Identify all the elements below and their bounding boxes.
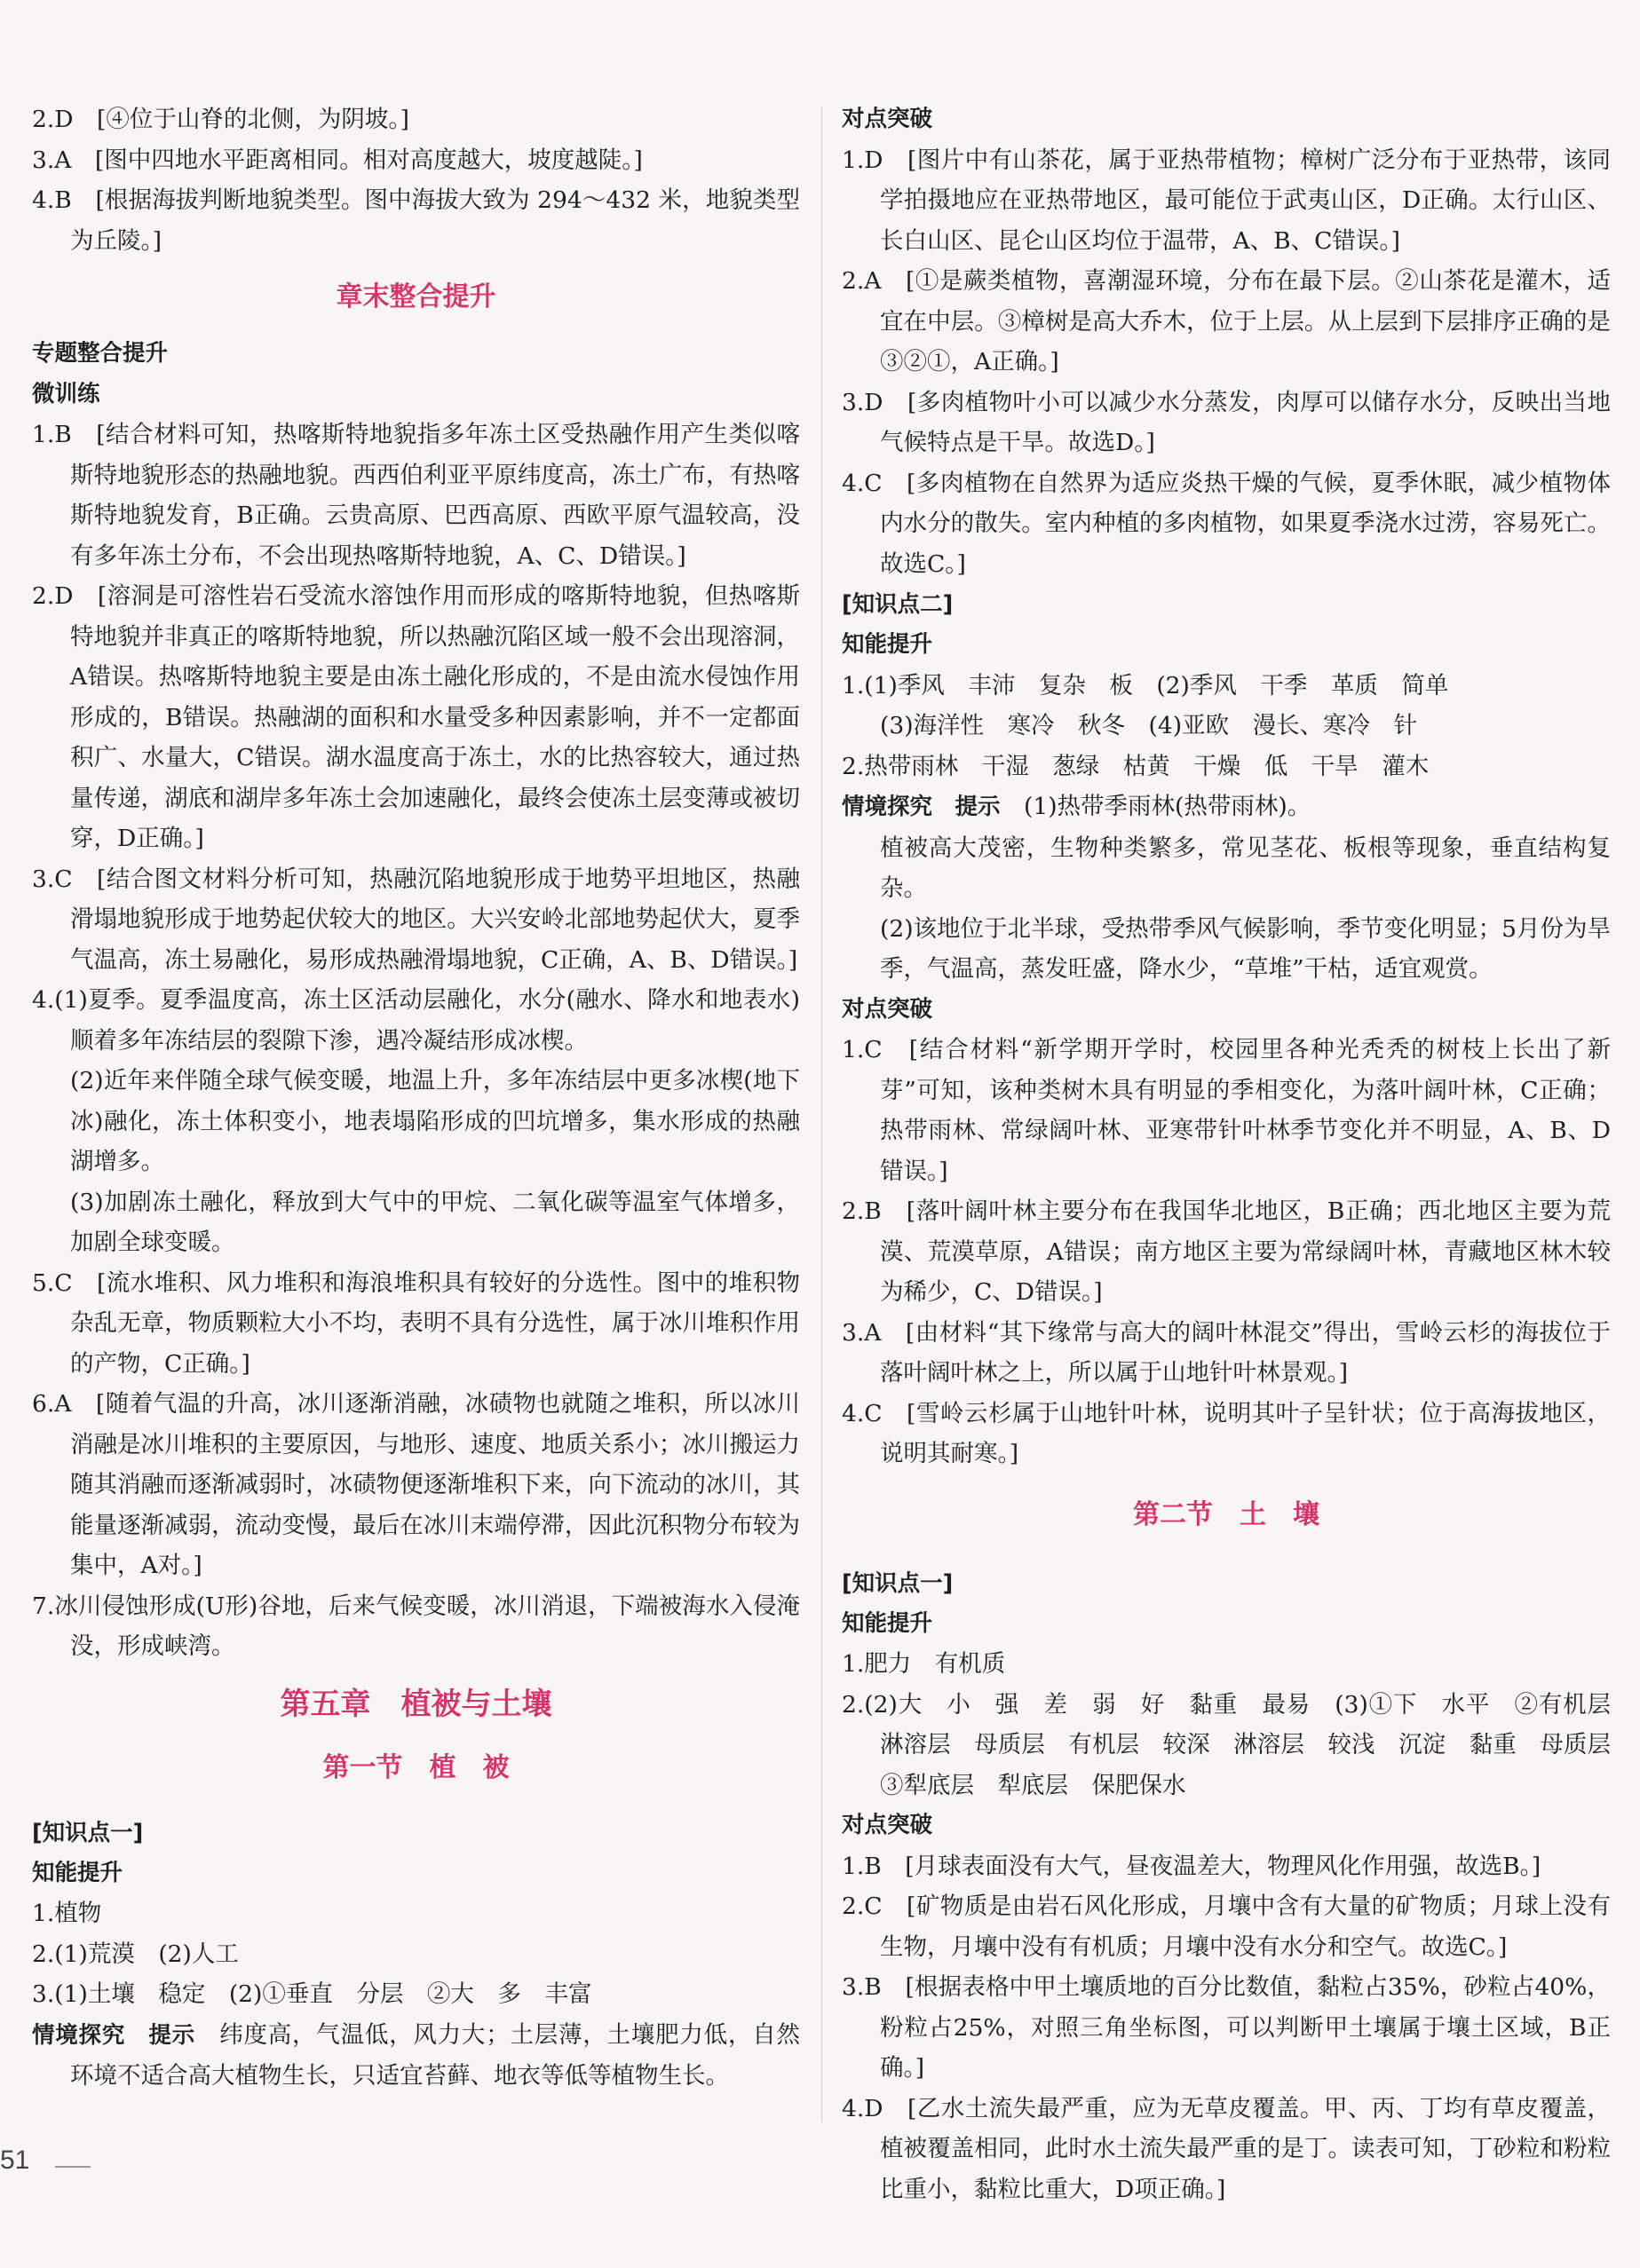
answer-item: 2.C [矿物质是由岩石风化形成，月壤中含有大量的矿物质；月球上没有生物，月壤中没有有机质；月壤中没有水分和空气。故选C。] (842, 1893, 1611, 1961)
subheading: 对点突破 (842, 106, 933, 132)
answer-item: 1.C [结合材料“新学期开学时，校园里各种光秃秃的树枝上长出了新芽”可知，该种类树木具有明显的季相变化，为落叶阔叶林，C正确；热带雨林、常绿阔叶林、亚寒带针叶林季节变化并不明显，A、B、D错误。] (842, 1036, 1611, 1185)
answer-line: 1.肥力 有机质 (842, 1650, 1006, 1678)
column-divider (821, 107, 822, 2122)
answer-item: 7.冰川侵蚀形成(U形)谷地，后来气候变暖，冰川消退，下端被海水入侵淹没，形成峡湾。 (32, 1592, 800, 1660)
answer-item: 4.B [根据海拔判断地貌类型。图中海拔大致为 294～432 米，地貌类型为丘陵。] (32, 186, 800, 255)
subheading: 微训练 (32, 380, 100, 407)
subheading: 知能提升 (842, 1609, 933, 1637)
explore-line: 植被高大茂密，生物种类繁多，常见茎花、板根等现象，垂直结构复杂。 (880, 834, 1611, 902)
answer-line: 2.热带雨林 干湿 葱绿 枯黄 干燥 低 干旱 灌木 (842, 752, 1430, 780)
section-title: 章末整合提升 (336, 281, 496, 312)
subheading: 知能提升 (842, 631, 933, 658)
answer-line: 1.(1)季风 丰沛 复杂 板 (2)季风 干季 革质 简单 (842, 671, 1449, 699)
explore-lead: 情境探究 提示 (32, 2021, 195, 2049)
answer-item: 2.D [④位于山脊的北侧，为阴坡。] (32, 106, 409, 133)
answer-line: (3)海洋性 寒冷 秋冬 (4)亚欧 漫长、寒冷 针 (880, 712, 1418, 739)
footer-rule (55, 2166, 91, 2168)
section-title: 第二节 土 壤 (1133, 1498, 1319, 1530)
answer-subitem: (3)加剧冻土融化，释放到大气中的甲烷、二氧化碳等温室气体增多，加剧全球变暖。 (70, 1188, 800, 1256)
right-column (842, 99, 1635, 2209)
page-number: 51 (0, 2146, 30, 2175)
explore-text: (1)热带季雨林(热带雨林)。 (1000, 793, 1311, 820)
knowledge-point-label: [知识点一] (842, 1569, 954, 1597)
answer-item: 3.A [由材料“其下缘常与高大的阔叶林混交”得出，雪岭云杉的海拔位于落叶阔叶林之上，所以属于山地针叶林景观。] (842, 1318, 1611, 1387)
answer-line: 1.植物 (32, 1900, 102, 1927)
answer-item: 3.D [多肉植物叶小可以减少水分蒸发，肉厚可以储存水分，反映出当地气候特点是干旱。故选D。] (842, 388, 1611, 456)
answer-item: 3.B [根据表格中甲土壤质地的百分比数值，黏粒占35%，砂粒占40%，粉粒占25%，对照三角坐标图，可以判断甲土壤属于壤土区域，B正确。] (842, 1973, 1611, 2082)
knowledge-point-label: [知识点二] (842, 591, 954, 618)
answer-item: 2.B [落叶阔叶林主要分布在我国华北地区，B正确；西北地区主要为荒漠、荒漠草原，A错误；南方地区主要为常绿阔叶林，青藏地区林木较为稀少，C、D错误。] (842, 1197, 1611, 1306)
answer-item: 1.D [图片中有山茶花，属于亚热带植物；樟树广泛分布于亚热带，该同学拍摄地应在亚热带地区，最可能位于武夷山区，D正确。太行山区、长白山区、昆仑山区均位于温带，A、B、C错误。] (842, 146, 1611, 255)
answer-item: 2.D [溶洞是可溶性岩石受流水溶蚀作用而形成的喀斯特地貌，但热喀斯特地貌并非真正的喀斯特地貌，所以热融沉陷区域一般不会出现溶洞，A错误。热喀斯特地貌主要是由冻土融化形成的，不是由流水侵蚀作用形成的，B错误。热融湖的面积和水量受多种因素影响，并不一定都面积广、水量大，C错误。湖水温度高于冻土，水的比热容较大，通过热量传递，湖底和湖岸多年冻土会加速融化，最终会使冻土层变薄或被切穿，D正确。] (32, 582, 800, 852)
answer-line: 2.(2)大 小 强 差 弱 好 黏重 最易 (3)①下 水平 ②有机层 淋溶层 母质层 有机层 较深 淋溶层 较浅 沉淀 黏重 母质层 ③犁底层 犁底层 保肥保水 (842, 1690, 1635, 1799)
explore-paragraph (842, 786, 1611, 828)
answer-item: 1.B [结合材料可知，热喀斯特地貌指多年冻土区受热融作用产生类似喀斯特地貌形态的热融地貌。西西伯利亚平原纬度高，冻土广布，有热喀斯特地貌发育，B正确。云贵高原、巴西高原、西欧平原气温较高，没有多年冻土分布，不会出现热喀斯特地貌，A、C、D错误。] (32, 421, 800, 570)
chapter-title: 第五章 植被与土壤 (280, 1686, 552, 1722)
answer-item: 2.A [①是蕨类植物，喜潮湿环境，分布在最下层。②山茶花是灌木，适宜在中层。③樟树是高大乔木，位于上层。从上层到下层排序正确的是③②①，A正确。] (842, 267, 1611, 375)
answer-item: 5.C [流水堆积、风力堆积和海浪堆积具有较好的分选性。图中的堆积物杂乱无章，物质颗粒大小不均，表明不具有分选性，属于冰川堆积作用的产物，C正确。] (32, 1268, 800, 1378)
answer-item: 3.A [图中四地水平距离相同。相对高度越大，坡度越陡。] (32, 146, 643, 174)
answer-item: 4.(1)夏季。夏季温度高，冻土区活动层融化，水分(融水、降水和地表水)顺着多年冻结层的裂隙下渗，遇冷凝结形成冰楔。 (32, 986, 800, 1055)
answer-line: 3.(1)土壤 稳定 (2)①垂直 分层 ②大 多 丰富 (32, 1980, 592, 2008)
answer-item: 6.A [随着气温的升高，冰川逐渐消融，冰碛物也就随之堆积，所以冰川消融是冰川堆积的主要原因，与地形、速度、地质关系小；冰川搬运力随其消融而逐渐减弱时，冰碛物便逐渐堆积下来，向下流动的冰川，其能量逐渐减弱，流动变慢，最后在冰川末端停滞，因此沉积物分布较为集中，A对。] (32, 1390, 800, 1579)
left-column (32, 99, 800, 2097)
subheading: 知能提升 (32, 1859, 123, 1886)
section-title: 第一节 植 被 (322, 1751, 510, 1783)
subheading: 对点突破 (842, 1812, 933, 1838)
explore-text: 纬度高，气温低，风力大；土层薄，土壤肥力低，自然环境不适合高大植物生长，只适宜苔藓、地衣等低等植物生长。 (70, 2020, 800, 2090)
answer-subitem: (2)近年来伴随全球气候变暖，地温上升，多年冻结层中更多冰楔(地下冰)融化，冻土体积变小，地表塌陷形成的凹坑增多，集水形成的热融湖增多。 (70, 1067, 800, 1175)
subheading: 专题整合提升 (32, 340, 169, 367)
subheading: 对点突破 (842, 995, 933, 1023)
answer-item: 3.C [结合图文材料分析可知，热融沉陷地貌形成于地势平坦地区，热融滑塌地貌形成于地势起伏较大的地区。大兴安岭北部地势起伏大，夏季气温高，冻土易融化，易形成热融滑塌地貌，C正确，A、B、D错误。] (32, 865, 800, 974)
answer-item: 4.D [乙水土流失最严重，应为无草皮覆盖。甲、丙、丁均有草皮覆盖，植被覆盖相同，此时水土流失最严重的是丁。读表可知，丁砂粒和粉粒比重小，黏粒比重大，D项正确。] (842, 2094, 1611, 2203)
explore-lead: 情境探究 提示 (842, 794, 1001, 820)
answer-item: 4.C [多肉植物在自然界为适应炎热干燥的气候，夏季休眠，减少植物体内水分的散失。室内种植的多肉植物，如果夏季浇水过涝，容易死亡。故选C。] (842, 469, 1611, 578)
answer-line: 2.(1)荒漠 (2)人工 (32, 1940, 239, 1968)
answer-item: 4.C [雪岭云杉属于山地针叶林，说明其叶子呈针状；位于高海拔地区，说明其耐寒。] (842, 1399, 1611, 1467)
knowledge-point-label: [知识点一] (32, 1819, 144, 1846)
explore-line: (2)该地位于北半球，受热带季风气候影响，季节变化明显；5月份为旱季，气温高，蒸发旺盛，降水少，“草堆”干枯，适宜观赏。 (880, 914, 1611, 983)
answer-item: 1.B [月球表面没有大气，昼夜温差大，物理风化作用强，故选B。] (842, 1852, 1541, 1880)
explore-paragraph (32, 2015, 800, 2097)
